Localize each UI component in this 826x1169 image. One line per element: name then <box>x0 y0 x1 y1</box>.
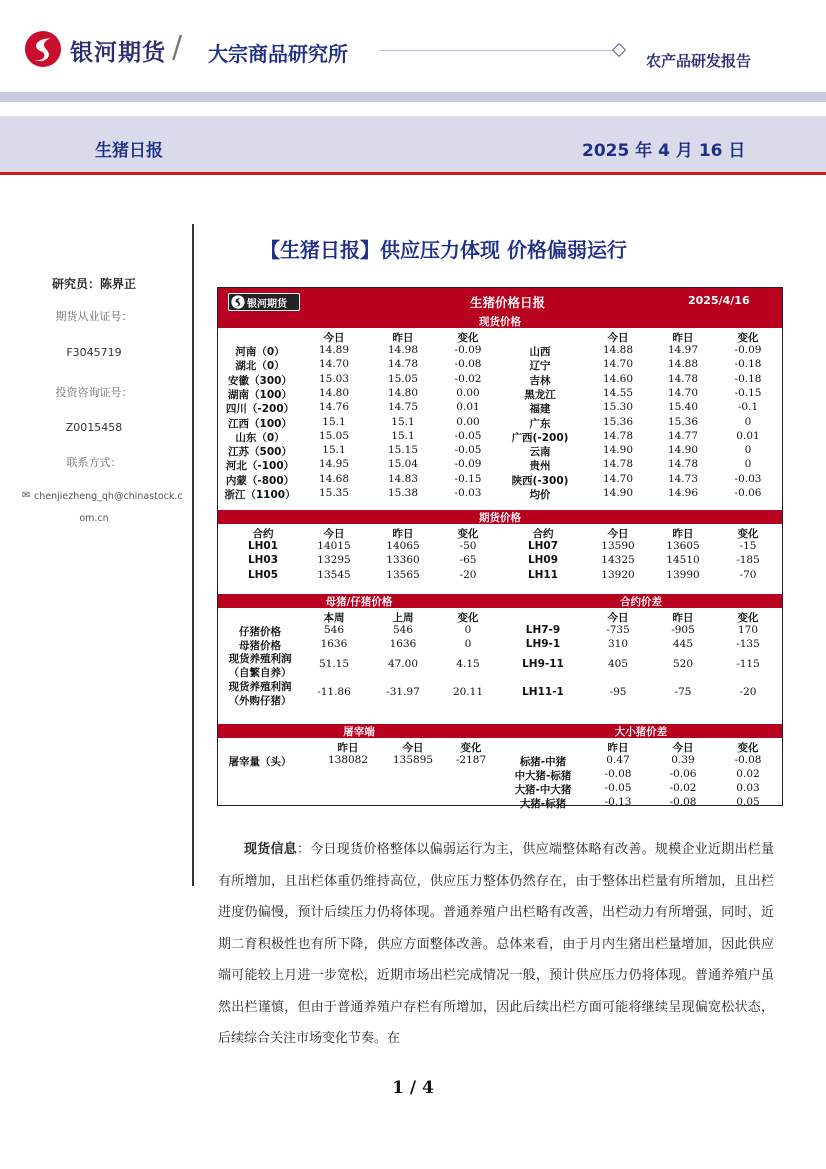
size-value: -0.02 <box>669 782 697 794</box>
slaughter-col-header: 昨日 <box>337 742 359 754</box>
spot-value: 14.70 <box>602 472 634 485</box>
futures-contract: LH09 <box>527 554 559 567</box>
license-label: 期货从业证号： <box>55 310 133 323</box>
sow-value: 0 <box>464 624 472 636</box>
futures-value: 13545 <box>317 568 351 581</box>
futures-value: -65 <box>459 554 477 567</box>
size-value: 0.03 <box>736 782 760 794</box>
spot-value: 15.05 <box>387 372 419 385</box>
spread-col-header: 今日 <box>607 612 629 624</box>
sow-item: 仔猪价格 <box>239 626 281 638</box>
spot-value: 15.15 <box>387 444 419 457</box>
slaughter-item: 屠宰量（头） <box>228 756 292 768</box>
futures-col-header: 今日 <box>607 528 629 540</box>
spot-value: -0.05 <box>454 429 482 442</box>
spot-value: 15.1 <box>322 444 346 457</box>
spot-value: -0.15 <box>454 472 482 485</box>
spot-value: 15.04 <box>387 458 419 471</box>
spread-section-title: 合约价差 <box>620 596 662 608</box>
size-value: -0.08 <box>669 796 697 808</box>
spot-col-header: 变化 <box>457 332 479 344</box>
license-number: F3045719 <box>66 346 122 359</box>
spot-value: 14.78 <box>667 458 699 471</box>
futures-value: 14015 <box>317 540 351 552</box>
contact-label: 联系方式： <box>66 456 122 469</box>
spot-value: -0.09 <box>734 344 762 356</box>
spot-value: -0.05 <box>454 444 482 457</box>
futures-contract: LH05 <box>247 568 279 581</box>
spot-value: 15.38 <box>387 487 419 499</box>
spot-value: 14.70 <box>667 386 699 399</box>
futures-value: 14510 <box>666 554 700 567</box>
futures-value: 13605 <box>666 540 700 552</box>
spot-value: -0.09 <box>454 344 482 356</box>
spread-col-header: 变化 <box>737 612 759 624</box>
spot-value: 14.76 <box>318 401 350 414</box>
spread-value: 445 <box>672 638 694 650</box>
header-band-accent <box>0 172 826 175</box>
size-value: 0.05 <box>736 796 760 808</box>
spot-region: 河南（0） <box>235 346 285 358</box>
slaughter-value: -2187 <box>455 754 487 766</box>
spread-value: 310 <box>607 638 629 650</box>
sow-value: -11.86 <box>317 686 351 698</box>
spot-value: 0 <box>744 444 752 457</box>
spot-value: 14.68 <box>318 472 350 485</box>
spot-value: 14.70 <box>602 358 634 371</box>
sidebar-divider <box>192 224 194 886</box>
spot-region: 浙江（1100） <box>224 489 296 501</box>
diamond-icon <box>612 43 626 57</box>
spot-region: 江苏（500） <box>228 446 292 459</box>
futures-col-header: 变化 <box>457 528 479 540</box>
spot-value: 14.70 <box>318 358 350 371</box>
slaughter-section-bar <box>218 724 782 738</box>
spot-region: 内蒙（-800） <box>225 474 295 487</box>
para-colon: ： <box>297 842 311 857</box>
spot-value: 14.75 <box>387 401 419 414</box>
spot-region: 湖南（100） <box>228 388 292 401</box>
spread-value: 170 <box>737 624 759 636</box>
spot-value: -0.02 <box>454 372 482 385</box>
sow-section-title: 母猪/仔猪价格 <box>325 596 393 608</box>
slaughter-col-header: 变化 <box>460 742 482 754</box>
spot-value: 15.35 <box>318 487 350 499</box>
spot-col-header: 昨日 <box>672 332 694 344</box>
futures-col-header: 变化 <box>737 528 759 540</box>
size-value: -0.05 <box>604 782 632 794</box>
spot-value: 14.95 <box>318 458 350 471</box>
mail-icon: ✉ <box>22 490 31 501</box>
futures-col-header: 合约 <box>532 528 554 540</box>
sow-value: 546 <box>392 624 414 636</box>
spot-value: 0.00 <box>456 415 480 428</box>
report-type: 农产品研发报告 <box>646 52 752 70</box>
sow-value: 4.15 <box>456 658 480 670</box>
size-value: 0.39 <box>671 754 695 766</box>
spot-value: 14.90 <box>602 444 634 457</box>
spot-value: 14.89 <box>318 344 350 356</box>
brand-name: 银河期货 <box>70 40 166 66</box>
sow-item-note: （外购仔猪） <box>228 695 292 707</box>
spot-value: 14.60 <box>602 372 634 385</box>
futures-value: -70 <box>739 568 757 581</box>
spread-value: -75 <box>674 686 692 698</box>
sow-value: -31.97 <box>386 686 420 698</box>
spot-region: 陕西(-300) <box>511 474 569 487</box>
futures-contract: LH07 <box>527 540 559 552</box>
spot-value: 14.88 <box>602 344 634 356</box>
spread-value: -905 <box>671 624 695 636</box>
spread-value: 405 <box>607 658 629 670</box>
consult-label: 投资咨询证号： <box>55 386 133 399</box>
spot-value: 14.78 <box>387 358 419 371</box>
futures-value: 13920 <box>601 568 635 581</box>
futures-value: -15 <box>739 540 757 552</box>
futures-value: 13295 <box>317 554 351 567</box>
galaxy-logo-icon <box>24 30 62 68</box>
spot-value: -0.18 <box>734 372 762 385</box>
institute-name: 大宗商品研究所 <box>208 42 348 66</box>
sow-value: 47.00 <box>387 658 419 670</box>
spot-value: 14.80 <box>387 386 419 399</box>
spot-region: 广东 <box>529 417 551 430</box>
spot-section-title: 现货价格 <box>479 316 521 328</box>
spot-value: 14.55 <box>602 386 634 399</box>
spread-contract: LH11-1 <box>522 686 564 698</box>
spot-region: 江西（100） <box>228 417 292 430</box>
page-title: 【生猪日报】供应压力体现 价格偏弱运行 <box>260 238 627 262</box>
sow-value: 1636 <box>389 638 417 650</box>
spot-value: 14.97 <box>667 344 699 356</box>
spread-value: -735 <box>606 624 630 636</box>
spot-value: 14.78 <box>602 429 634 442</box>
sow-value: 20.11 <box>452 686 484 698</box>
header-band-top <box>0 92 826 102</box>
sow-value: 0 <box>464 638 472 650</box>
size-item: 标猪-中猪 <box>519 756 567 768</box>
sow-item: 现货养殖利润 <box>228 653 292 665</box>
size-value: -0.06 <box>669 768 697 780</box>
spot-region: 山东（0） <box>235 431 285 444</box>
spot-value: 14.90 <box>667 444 699 457</box>
spot-value: 14.78 <box>602 458 634 471</box>
spot-col-header: 昨日 <box>392 332 414 344</box>
spot-value: 15.05 <box>318 429 350 442</box>
spot-value: -0.06 <box>734 487 762 499</box>
spot-value: 14.80 <box>318 386 350 399</box>
spot-value: 15.1 <box>391 415 415 428</box>
spot-value: 14.88 <box>667 358 699 371</box>
futures-col-header: 昨日 <box>672 528 694 540</box>
size-value: 0.02 <box>736 768 760 780</box>
spot-region: 均价 <box>529 489 551 501</box>
spot-info-paragraph <box>218 834 774 1055</box>
size-item: 大猪-标猪 <box>519 798 567 810</box>
email-line2[interactable]: om.cn <box>79 513 109 524</box>
spot-region: 贵州 <box>529 460 551 473</box>
futures-col-header: 今日 <box>323 528 345 540</box>
spread-value: -115 <box>736 658 760 670</box>
size-col-header: 昨日 <box>607 742 629 754</box>
spot-value: -0.09 <box>454 458 482 471</box>
spot-value: 14.90 <box>602 487 634 499</box>
price-table <box>217 287 783 810</box>
futures-col-header: 昨日 <box>392 528 414 540</box>
spot-value: 14.73 <box>667 472 699 485</box>
slaughter-col-header: 今日 <box>402 742 424 754</box>
slaughter-value: 135895 <box>392 754 434 766</box>
size-value: -0.08 <box>734 754 762 766</box>
spot-value: 0.00 <box>456 386 480 399</box>
report-date: 2025 年 4 月 16 日 <box>582 141 746 161</box>
spot-region: 四川（-200） <box>225 403 295 416</box>
size-col-header: 今日 <box>672 742 694 754</box>
spot-value: 14.98 <box>387 344 419 356</box>
sow-value: 51.15 <box>318 658 350 670</box>
size-value: -0.13 <box>604 796 632 808</box>
spot-value: 0.01 <box>736 429 760 442</box>
spot-region: 山西 <box>529 346 551 358</box>
spread-contract: LH7-9 <box>525 624 561 636</box>
spot-value: -0.18 <box>734 358 762 371</box>
size-item: 中大猪-标猪 <box>514 770 572 782</box>
futures-contract: LH03 <box>247 554 279 567</box>
size-section-title: 大小猪价差 <box>614 726 668 738</box>
futures-value: 14325 <box>601 554 635 567</box>
spot-section-bar <box>218 314 782 328</box>
futures-value: 14065 <box>386 540 420 552</box>
size-item: 大猪-中大猪 <box>514 784 572 796</box>
futures-contract: LH01 <box>247 540 279 552</box>
spot-value: 0.01 <box>456 401 480 414</box>
spot-value: -0.1 <box>737 401 759 414</box>
spot-value: 15.30 <box>602 401 634 414</box>
spot-value: 14.83 <box>387 472 419 485</box>
sow-item: 现货养殖利润 <box>228 681 292 693</box>
futures-contract: LH11 <box>527 568 559 581</box>
table-title-bar <box>218 288 782 314</box>
spot-value: -0.08 <box>454 358 482 371</box>
futures-section-title: 期货价格 <box>479 512 521 524</box>
spot-value: -0.15 <box>734 386 762 399</box>
table-title: 生猪价格日报 <box>470 295 546 310</box>
spot-region: 安徽（300） <box>228 374 292 387</box>
spread-value: -135 <box>736 638 760 650</box>
consult-number: Z0015458 <box>65 421 123 434</box>
size-col-header: 变化 <box>737 742 759 754</box>
spread-value: -20 <box>739 686 757 698</box>
spot-region: 河北（-100） <box>225 460 295 473</box>
futures-col-header: 合约 <box>252 528 274 540</box>
spot-region: 云南 <box>529 446 551 459</box>
spread-contract: LH9-1 <box>525 638 561 650</box>
futures-value: -50 <box>459 540 477 552</box>
spot-value: -0.03 <box>454 487 482 499</box>
spot-region: 湖北（0） <box>235 360 285 373</box>
spot-region: 福建 <box>529 403 551 416</box>
spot-value: -0.03 <box>734 472 762 485</box>
futures-value: 13590 <box>601 540 635 552</box>
slaughter-section-title: 屠宰端 <box>343 726 375 738</box>
size-value: 0.47 <box>606 754 630 766</box>
spot-value: 15.36 <box>667 415 699 428</box>
futures-value: -20 <box>459 568 477 581</box>
spread-value: -95 <box>609 686 627 698</box>
spot-col-header: 今日 <box>607 332 629 344</box>
galaxy-logo-icon <box>231 295 245 309</box>
spread-col-header: 昨日 <box>672 612 694 624</box>
report-name: 生猪日报 <box>95 141 163 161</box>
table-logo <box>228 293 300 311</box>
sow-col-header: 变化 <box>457 612 479 624</box>
size-value: -0.08 <box>604 768 632 780</box>
sow-col-header: 上周 <box>392 612 414 624</box>
sow-col-header: 本周 <box>323 612 345 624</box>
spot-value: 15.03 <box>318 372 350 385</box>
sow-item: 母猪价格 <box>239 640 281 652</box>
spread-contract: LH9-11 <box>522 658 564 670</box>
spread-value: 520 <box>672 658 694 670</box>
email-line1[interactable]: chenjiezheng_qh@chinastock.c <box>34 491 183 502</box>
header-rule <box>380 50 620 51</box>
spot-col-header: 变化 <box>737 332 759 344</box>
para-text: 今日现货价格整体以偏弱运行为主，供应端整体略有改善。规模企业近期出栏量有所增加，且出栏体重仍维持高位，供应压力整体仍然存在，由于整体出栏量有所增加，且出栏进度仍偏慢，预计后续压力仍将体现。普通养殖户出栏略有改善，出栏动力有所增强，同时，近期二育积极性也有所下降，供应方面整体改善。总体来看，由于月内生猪出栏量增加，因此供应端可能较上月进一步宽松，近期市场出栏完成情况一般，预计供应压力仍将体现。普通养殖户虽然出栏谨慎，但由于普通养殖户存栏有所增加，因此后续出栏方面可能将继续呈现偏宽松状态，后续综合关注市场变化节奏。在 <box>218 842 774 1046</box>
futures-section-bar <box>218 510 782 524</box>
spot-value: 0 <box>744 415 752 428</box>
spot-value: 15.1 <box>322 415 346 428</box>
spot-value: 15.1 <box>391 429 415 442</box>
futures-value: 13360 <box>386 554 420 567</box>
header-divider: / <box>172 30 183 65</box>
sow-spread-section-bar <box>218 594 782 608</box>
spot-region: 广西(-200) <box>511 431 569 444</box>
spot-col-header: 今日 <box>323 332 345 344</box>
spot-region: 辽宁 <box>529 360 551 373</box>
spot-value: 14.78 <box>667 372 699 385</box>
para-lead: 现货信息 <box>244 842 298 857</box>
futures-value: 13565 <box>386 568 420 581</box>
sow-item-note: （自繁自养） <box>228 667 292 679</box>
sow-value: 1636 <box>320 638 348 650</box>
spot-value: 14.96 <box>667 487 699 499</box>
page-number: 1 / 4 <box>392 1078 434 1098</box>
spot-value: 15.40 <box>667 401 699 414</box>
spot-value: 15.36 <box>602 415 634 428</box>
futures-value: 13990 <box>666 568 700 581</box>
table-date: 2025/4/16 <box>688 294 750 307</box>
spot-region: 吉林 <box>529 374 551 387</box>
slaughter-value: 138082 <box>327 754 369 766</box>
sow-value: 546 <box>323 624 345 636</box>
spot-value: 0 <box>744 458 752 471</box>
table-logo-text: 银河期货 <box>247 299 287 310</box>
futures-value: -185 <box>736 554 760 567</box>
spot-region: 黑龙江 <box>524 388 556 401</box>
spot-value: 14.77 <box>667 429 699 442</box>
researcher-name: 研究员：陈界正 <box>51 277 136 291</box>
